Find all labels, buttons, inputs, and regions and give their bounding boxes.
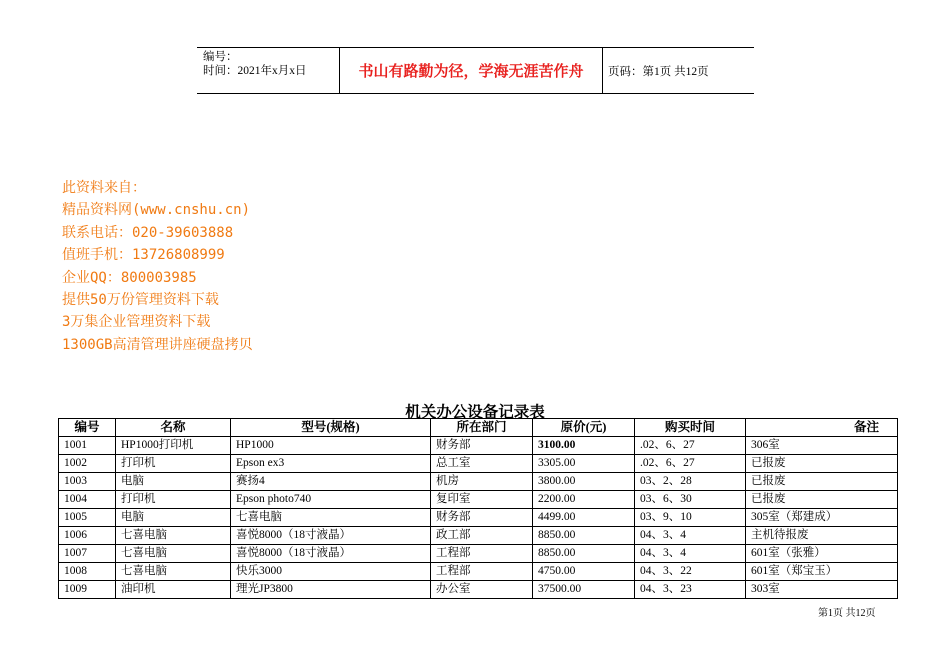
table-cell: 1005: [59, 509, 116, 527]
table-cell: 4750.00: [533, 563, 635, 581]
table-cell: HP1000打印机: [116, 437, 231, 455]
table-cell: 305室（郑建成）: [746, 509, 898, 527]
table-title: 机关办公设备记录表: [405, 403, 545, 421]
table-cell: 1009: [59, 581, 116, 599]
number-label: 编号：: [203, 51, 238, 63]
table-cell: 电脑: [116, 473, 231, 491]
table-cell: 03、6、30: [635, 491, 746, 509]
table-cell: 打印机: [116, 491, 231, 509]
table-cell: 总工室: [431, 455, 533, 473]
table-cell: 03、2、28: [635, 473, 746, 491]
table-cell: 601室（张雅）: [746, 545, 898, 563]
table-cell: 1006: [59, 527, 116, 545]
table-cell: 电脑: [116, 509, 231, 527]
table-cell: 政工部: [431, 527, 533, 545]
table-cell: 复印室: [431, 491, 533, 509]
table-cell: 04、3、4: [635, 527, 746, 545]
table-cell: 已报废: [746, 473, 898, 491]
table-cell: 8850.00: [533, 545, 635, 563]
table-cell: 303室: [746, 581, 898, 599]
source-line: 此资料来自：: [62, 180, 146, 196]
table-cell: 601室（郑宝玉）: [746, 563, 898, 581]
table-row: [59, 473, 898, 491]
table-row: [59, 491, 898, 509]
header-divider: [602, 48, 603, 93]
table-cell: 七喜电脑: [116, 563, 231, 581]
table-cell: 赛扬4: [231, 473, 431, 491]
table-cell: 2200.00: [533, 491, 635, 509]
table-row: [59, 581, 898, 599]
header-motto: 书山有路勤为径，学海无涯苦作舟: [358, 62, 584, 80]
table-cell: 喜悦8000（18寸液晶）: [231, 545, 431, 563]
table-cell: 306室: [746, 437, 898, 455]
time-label: 时间：2021年x月x日: [203, 65, 307, 77]
source-line: 1300GB高清管理讲座硬盘拷贝: [62, 336, 253, 353]
table-cell: 8850.00: [533, 527, 635, 545]
source-info: [62, 177, 253, 356]
table-header-row: [59, 419, 898, 437]
table-cell: 已报废: [746, 491, 898, 509]
table-cell: 办公室: [431, 581, 533, 599]
table-cell: 1003: [59, 473, 116, 491]
source-line: 3万集企业管理资料下载: [62, 314, 211, 331]
table-cell: 七喜电脑: [116, 545, 231, 563]
table-cell: 3800.00: [533, 473, 635, 491]
table-cell: 工程部: [431, 545, 533, 563]
table-cell: Epson ex3: [231, 455, 431, 473]
table-cell: 主机待报废: [746, 527, 898, 545]
source-line: 企业QQ：800003985: [62, 269, 197, 286]
source-line: 联系电话：020-39603888: [62, 224, 234, 241]
table-cell: 04、3、22: [635, 563, 746, 581]
table-row: [59, 563, 898, 581]
column-header: 备注: [746, 419, 898, 437]
table-cell: 喜悦8000（18寸液晶）: [231, 527, 431, 545]
table-cell: 1001: [59, 437, 116, 455]
table-cell: 已报废: [746, 455, 898, 473]
table-cell: 七喜电脑: [231, 509, 431, 527]
table-cell: 理光JP3800: [231, 581, 431, 599]
column-header: 所在部门: [431, 419, 533, 437]
column-header: 型号(规格): [231, 419, 431, 437]
table-cell: Epson photo740: [231, 491, 431, 509]
table-cell: 04、3、4: [635, 545, 746, 563]
source-line: 精品资料网(www.cnshu.cn): [62, 202, 251, 219]
table-cell: 财务部: [431, 509, 533, 527]
table-cell: 油印机: [116, 581, 231, 599]
table-cell: 1002: [59, 455, 116, 473]
header-page-number: 页码：第1页 共12页: [608, 65, 709, 78]
footer-page-number: 第1页 共12页: [818, 608, 876, 619]
table-cell: 1008: [59, 563, 116, 581]
table-row: [59, 455, 898, 473]
table-cell: 快乐3000: [231, 563, 431, 581]
source-line: 值班手机：13726808999: [62, 247, 225, 264]
table-cell: 财务部: [431, 437, 533, 455]
table-cell: 1007: [59, 545, 116, 563]
table-cell: 03、9、10: [635, 509, 746, 527]
table-cell: 04、3、23: [635, 581, 746, 599]
table-cell: 3305.00: [533, 455, 635, 473]
column-header: 编号: [59, 419, 116, 437]
table-cell: .02、6、27: [635, 455, 746, 473]
table-cell: 打印机: [116, 455, 231, 473]
source-line: 提供50万份管理资料下载: [62, 291, 219, 308]
table-cell: .02、6、27: [635, 437, 746, 455]
equipment-table: [58, 418, 898, 599]
table-row: [59, 545, 898, 563]
table-cell: 4499.00: [533, 509, 635, 527]
column-header: 购买时间: [635, 419, 746, 437]
table-cell: 1004: [59, 491, 116, 509]
table-row: [59, 437, 898, 455]
table-cell: 37500.00: [533, 581, 635, 599]
table-row: [59, 527, 898, 545]
column-header: 名称: [116, 419, 231, 437]
header-meta: [203, 50, 307, 78]
table-cell: HP1000: [231, 437, 431, 455]
table-cell: 机房: [431, 473, 533, 491]
table-cell: 七喜电脑: [116, 527, 231, 545]
table-cell: 工程部: [431, 563, 533, 581]
table-cell: 3100.00: [533, 437, 635, 455]
page-header: [197, 47, 754, 94]
column-header: 原价(元): [533, 419, 635, 437]
table-row: [59, 509, 898, 527]
